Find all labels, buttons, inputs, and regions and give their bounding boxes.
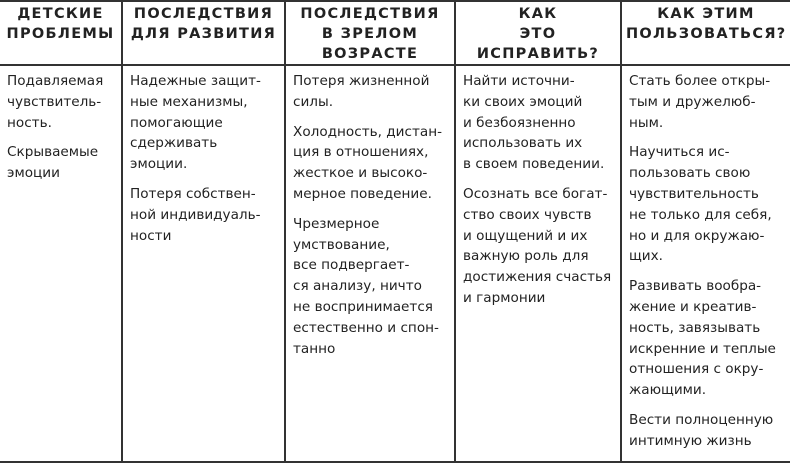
paragraph: Надежные защит- ные механизмы, помогающие сдерживать эмоции. bbox=[130, 73, 261, 173]
cell-childhood-problems bbox=[0, 65, 122, 462]
header-development-consequences: ПОСЛЕДСТВИЯ ДЛЯ РАЗВИТИЯ bbox=[122, 1, 285, 65]
paragraph: Потеря собствен- ной индивидуаль- ности bbox=[130, 185, 261, 244]
paragraph: Найти источни- ки своих эмоций и безбоязненно использовать их в своем поведении. bbox=[463, 73, 605, 173]
paragraph: Осознать все богат- ство своих чувств и ощущений и их важную роль для достижения счастья и гармонии bbox=[463, 185, 612, 306]
header-childhood-problems: ДЕТСКИЕ ПРОБЛЕМЫ bbox=[0, 1, 122, 65]
cell-development-consequences bbox=[122, 65, 285, 462]
paragraph: Стать более откры- тым и дружелюб- ным. bbox=[629, 73, 771, 131]
paragraph: Чрезмерное умствование, все подвергает- ся анализу, ничто не воспринимается естественно и спон- танно bbox=[293, 215, 439, 357]
cell-how-to-use bbox=[621, 65, 790, 462]
paragraph: Подавляемая чувствитель- ность. bbox=[7, 73, 104, 131]
paragraph: Вести полноценную интимную жизнь bbox=[629, 411, 774, 449]
paragraph: Холодность, дистан- ция в отношениях, жесткое и высоко- мерное поведение. bbox=[293, 123, 443, 202]
paragraph: Научиться ис- пользовать свою чувствительность не только для себя, но и для окружаю- щих. bbox=[629, 144, 772, 265]
header-row bbox=[0, 1, 790, 65]
header-how-to-use: КАК ЭТИМ ПОЛЬЗОВАТЬСЯ? bbox=[621, 1, 790, 65]
cell-adult-consequences bbox=[285, 65, 455, 462]
paragraph: Потеря жизненной силы. bbox=[293, 73, 430, 110]
paragraph: Скрываемые эмоции bbox=[7, 144, 99, 182]
header-adult-consequences: ПОСЛЕДСТВИЯ В ЗРЕЛОМ ВОЗРАСТЕ bbox=[285, 1, 455, 65]
header-how-to-fix: КАК ЭТО ИСПРАВИТЬ? bbox=[455, 1, 621, 65]
table-row bbox=[0, 65, 790, 462]
paragraph: Развивать вообра- жение и креатив- ность, завязывать искренние и теплые отношения с окру- жающими. bbox=[629, 278, 776, 399]
cell-how-to-fix bbox=[455, 65, 621, 462]
